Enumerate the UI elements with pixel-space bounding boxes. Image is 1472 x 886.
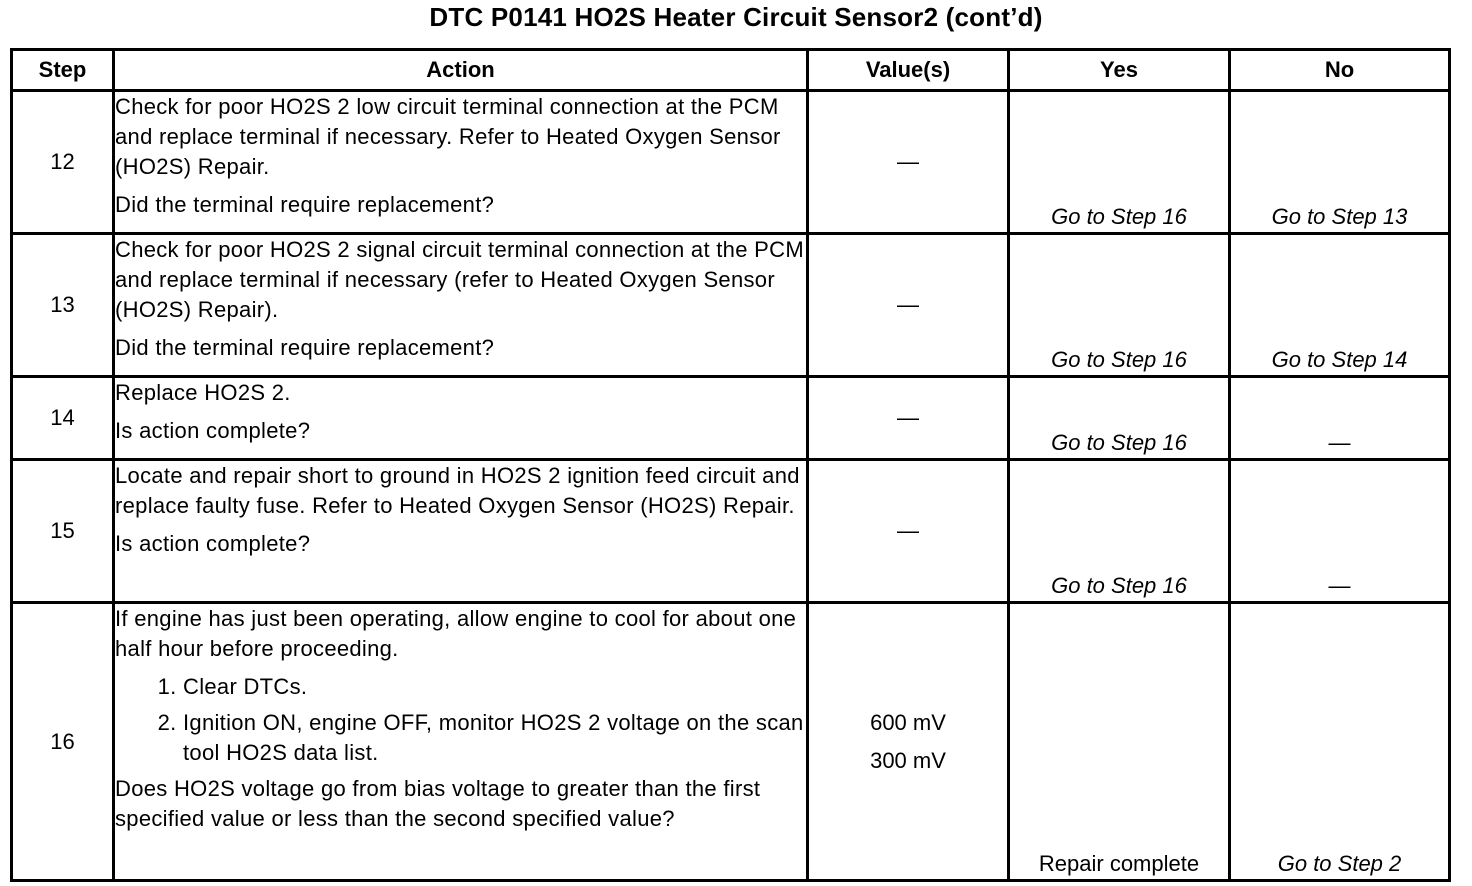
action-text: If engine has just been operating, allow engine to cool for about one half hour before proceeding.: [115, 606, 797, 661]
value-second: 300 mV: [870, 747, 946, 773]
action-text: Check for poor HO2S 2 low circuit terminal connection at the PCM and replace terminal if necessary. Refer to Heated Oxygen Sensor (HO2S) Repair.: [115, 94, 781, 179]
table-row: [12, 460, 1450, 603]
diagnostic-table: [10, 48, 1451, 882]
no-cell: Go to Step 14: [1230, 234, 1450, 377]
action-text: Check for poor HO2S 2 signal circuit terminal connection at the PCM and replace terminal if necessary (refer to Heated Oxygen Sensor (HO2S) Repair).: [115, 237, 804, 322]
yes-cell: Go to Step 16: [1009, 377, 1230, 460]
substep-item: 2. Ignition ON, engine OFF, monitor HO2S 2 voltage on the scan tool HO2S data list.: [183, 708, 806, 768]
step-number: 14: [12, 377, 114, 460]
value-cell: —: [808, 234, 1009, 377]
step-number: 12: [12, 91, 114, 234]
no-cell: Go to Step 2: [1230, 603, 1450, 881]
action-cell: [114, 91, 808, 234]
page-title: DTC P0141 HO2S Heater Circuit Sensor2 (cont’d): [429, 2, 1043, 32]
no-cell: —: [1230, 377, 1450, 460]
action-cell: [114, 603, 808, 881]
value-cell: —: [808, 377, 1009, 460]
substep-item: 1. Clear DTCs.: [183, 672, 806, 702]
action-text: Locate and repair short to ground in HO2S 2 ignition feed circuit and replace faulty fuse. Refer to Heated Oxygen Sensor (HO2S) Repair.: [115, 463, 800, 518]
step-number: 16: [12, 603, 114, 881]
substep-list: [115, 672, 806, 768]
action-text: Replace HO2S 2.: [115, 380, 291, 405]
step-number: 13: [12, 234, 114, 377]
value-first: 600 mV: [870, 709, 946, 735]
action-question: Did the terminal require replacement?: [115, 192, 495, 217]
header-yes: Yes: [1009, 50, 1230, 91]
yes-cell: Go to Step 16: [1009, 91, 1230, 234]
yes-cell: Go to Step 16: [1009, 460, 1230, 603]
action-question: Is action complete?: [115, 418, 311, 443]
table-row: [12, 603, 1450, 881]
step-number: 15: [12, 460, 114, 603]
action-cell: [114, 460, 808, 603]
value-cell: —: [808, 460, 1009, 603]
value-cell: —: [808, 91, 1009, 234]
action-cell: [114, 234, 808, 377]
action-question: Did the terminal require replacement?: [115, 335, 495, 360]
action-question: Does HO2S voltage go from bias voltage to greater than the first specified value or less than the second specified value?: [115, 776, 761, 831]
header-step: Step: [12, 50, 114, 91]
header-values: Value(s): [808, 50, 1009, 91]
table-row: [12, 234, 1450, 377]
header-action: Action: [114, 50, 808, 91]
yes-cell: Repair complete: [1009, 603, 1230, 881]
action-question: Is action complete?: [115, 531, 311, 556]
no-cell: —: [1230, 460, 1450, 603]
action-cell: [114, 377, 808, 460]
header-row: [12, 50, 1450, 91]
table-row: [12, 377, 1450, 460]
table-row: [12, 91, 1450, 234]
yes-cell: Go to Step 16: [1009, 234, 1230, 377]
no-cell: Go to Step 13: [1230, 91, 1450, 234]
header-no: No: [1230, 50, 1450, 91]
value-cell: [808, 603, 1009, 881]
